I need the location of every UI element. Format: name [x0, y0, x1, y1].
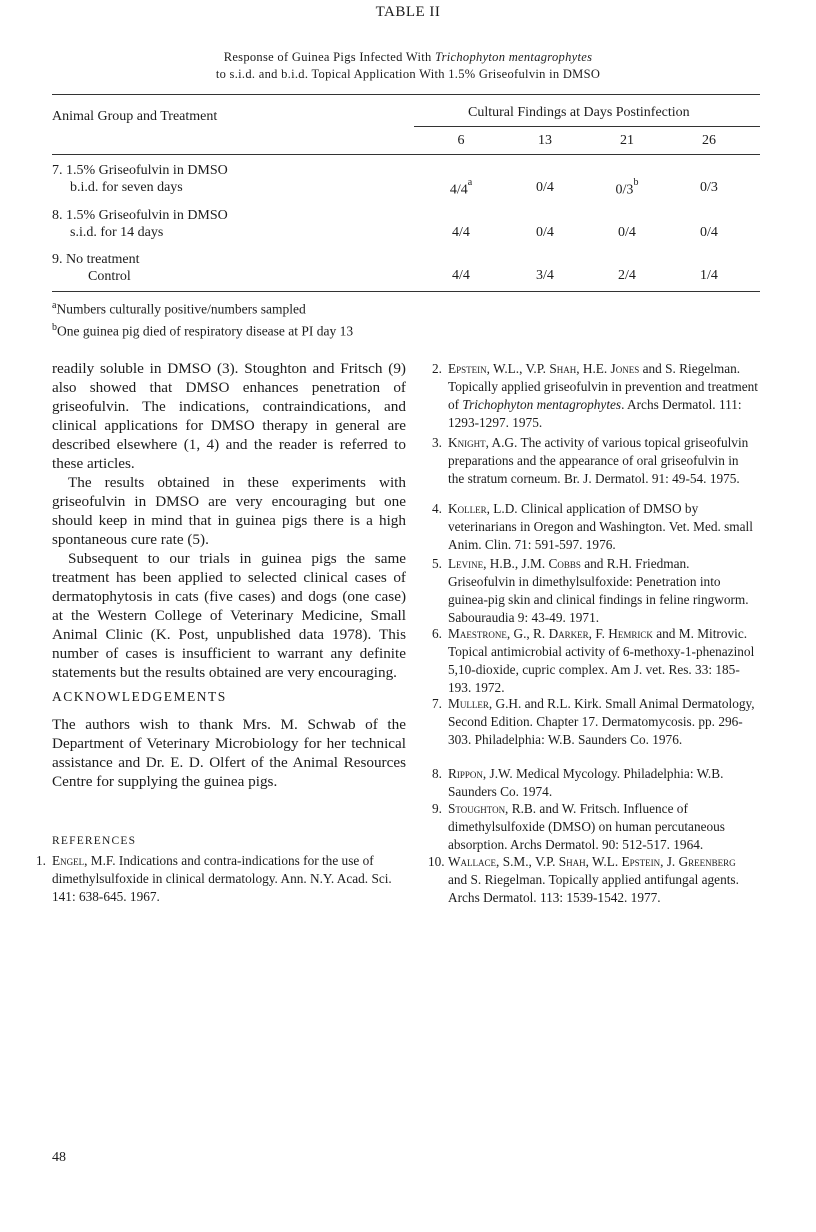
reference-number: 6. — [432, 626, 442, 641]
reference-text: and R.H. Friedman. Griseofulvin in dimethylsulfoxide: Penetration into guinea-pig skin and clinical findings in feline ringworm. Sabouraudia 9: 43-49. 1971. — [448, 556, 749, 625]
table-footnote — [52, 300, 306, 318]
reference-item — [428, 853, 758, 907]
reference-number: 8. — [432, 766, 442, 781]
reference-item — [432, 360, 758, 432]
reference-authors: Levine, H.B., J.M. Cobbs — [448, 556, 581, 571]
paragraph: Subsequent to our trials in guinea pigs the same treatment has been applied to selected clinical cases of dermatophytosis in cats (five cases) and dogs (one case) at the Western College of Veterinary Medicine, Small Animal Clinic (K. Post, unpublished data 1978). This number of cases is insufficient to warrant any definite statements but the results obtained are very encouraging. — [52, 550, 406, 681]
table-cell: 2/4 — [618, 268, 636, 283]
reference-number: 2. — [432, 361, 442, 376]
reference-number: 9. — [432, 801, 442, 816]
reference-text: and S. Riegelman. Topically applied antifungal agents. Archs Dermatol. 113: 1539-1542. 1977. — [448, 872, 739, 905]
table-caption-line2: to s.i.d. and b.i.d. Topical Application With 1.5% Griseofulvin in DMSO — [215, 67, 601, 81]
table-top-rule — [52, 94, 760, 95]
table-cell — [597, 177, 657, 199]
reference-authors: Engel, M.F. — [52, 853, 116, 868]
acknowledgements-heading: ACKNOWLEDGEMENTS — [52, 689, 227, 704]
reference-item — [432, 555, 758, 627]
page-number: 48 — [52, 1150, 66, 1165]
caption-organism: Trichophyton mentagrophytes — [435, 50, 593, 64]
reference-authors: Epstein, W.L., V.P. Shah, H.E. Jones — [448, 361, 640, 376]
reference-authors: Koller, L.D. — [448, 501, 518, 516]
cell-value: 0/3 — [615, 182, 634, 198]
caption-text: Response of Guinea Pigs Infected With — [223, 50, 436, 64]
reference-number: 4. — [432, 501, 442, 516]
reference-authors: Maestrone, G., R. Darker, F. Hemrick — [448, 626, 653, 641]
table-cell — [431, 177, 491, 199]
reference-authors: Rippon, J.W. — [448, 766, 513, 781]
table-cell: 0/4 — [700, 225, 718, 240]
paragraph: The results obtained in these experiments with griseofulvin in DMSO are very encouraging but one should keep in mind that in guinea pigs there is a high spontaneous cure rate (5). — [52, 474, 406, 548]
reference-number: 7. — [432, 696, 442, 711]
table-row-label: 9. No treatment — [52, 252, 140, 267]
table-bottom-rule — [52, 291, 760, 292]
reference-text: Indications and contra-indications for the use of dimethylsulfoxide in clinical dermatology. Ann. N.Y. Acad. Sci. 141: 638-645. 1967. — [52, 853, 392, 904]
reference-text: and M. Mitrovic. Topical antimicrobial activity of 6-methoxy-1-phenazinol 5,10-dioxide, cupric complex. Am J. vet. Res. 33: 185-193. 1972. — [448, 626, 755, 695]
table-caption-line1 — [0, 50, 816, 65]
reference-tail: . Archs Dermatol. 111: 1293-1297. 1975. — [448, 397, 742, 430]
footnote-text: Numbers culturally positive/numbers sampled — [56, 301, 306, 317]
footnote-mark: a — [52, 300, 57, 311]
reference-number: 10. — [428, 854, 445, 869]
reference-item — [432, 695, 758, 749]
reference-authors: Knight, A.G. — [448, 435, 518, 450]
acknowledgements-text: The authors wish to thank Mrs. M. Schwab of the Department of Veterinary Microbiology for her technical assistance and Dr. E. D. Olfert of the Animal Resources Centre for supplying the guinea pigs. — [52, 716, 406, 790]
reference-item — [432, 800, 758, 854]
reference-item — [432, 434, 758, 488]
table-row-sublabel: b.i.d. for seven days — [70, 180, 183, 195]
cell-value: 0/3 — [700, 180, 718, 195]
reference-text: and R.L. Kirk. Small Animal Dermatology, Second Edition. Chapter 17. Dermatomycosis. pp. 296-303. Philadelphia: W.B. Saunders Co. 1976. — [448, 696, 755, 747]
day-header: 6 — [457, 133, 465, 148]
table-cell: 4/4 — [452, 225, 470, 240]
reference-item — [36, 852, 406, 906]
reference-authors: Wallace, S.M., V.P. Shah, W.L. Epstein, J. Greenberg — [448, 854, 736, 869]
footnote-mark: a — [467, 177, 473, 188]
reference-number: 3. — [432, 435, 442, 450]
day-header: 21 — [620, 133, 634, 148]
reference-item — [432, 500, 758, 554]
table-cell: 1/4 — [700, 268, 718, 283]
header-animal-group: Animal Group and Treatment — [52, 109, 218, 124]
reference-text: and S. Riegelman. Topically applied griseofulvin in prevention and treatment of — [448, 361, 758, 412]
reference-authors: Stoughton, R.B. — [448, 801, 537, 816]
table-cell — [515, 180, 575, 196]
table-row-label: 8. 1.5% Griseofulvin in DMSO — [52, 208, 228, 223]
footnote-mark: b — [52, 322, 57, 333]
table-header-rule — [52, 154, 760, 155]
reference-organism: Trichophyton mentagrophytes — [462, 397, 622, 412]
table-cell: 4/4 — [452, 268, 470, 283]
table-cell: 3/4 — [536, 268, 554, 283]
paragraph: readily soluble in DMSO (3). Stoughton and Fritsch (9) also showed that DMSO enhances penetration of griseofulvin. The indications, contraindications, and clinical applications for DMSO therapy in general are described elsewhere (1, 4) and the reader is referred to these articles. — [52, 360, 406, 472]
header-cultural-findings: Cultural Findings at Days Postinfection — [468, 105, 690, 120]
reference-text: and W. Fritsch. Influence of dimethylsulfoxide (DMSO) on human percutaneous absorption. Archs Dermatol. 90: 512-517. 1964. — [448, 801, 725, 852]
reference-item — [432, 765, 758, 801]
reference-authors: Muller, G.H. — [448, 696, 522, 711]
footnote-mark: b — [633, 177, 639, 188]
reference-text: The activity of various topical griseofulvin preparations and the appearance of oral griseofulvin in the stratum corneum. Br. J. Dermatol. 91: 49-54. 1975. — [448, 435, 749, 486]
table-cell: 0/4 — [618, 225, 636, 240]
day-header: 26 — [702, 133, 716, 148]
reference-item — [432, 625, 758, 697]
reference-number: 1. — [36, 853, 46, 868]
table-label: TABLE II — [375, 4, 441, 20]
table-cell — [679, 180, 739, 196]
table-row-label: 7. 1.5% Griseofulvin in DMSO — [52, 163, 228, 178]
table-cell: 0/4 — [536, 225, 554, 240]
reference-number: 5. — [432, 556, 442, 571]
cell-value: 4/4 — [449, 182, 468, 198]
day-header: 13 — [538, 133, 552, 148]
cell-value: 0/4 — [536, 180, 554, 195]
reference-text: Clinical application of DMSO by veterinarians in Oregon and Washington. Vet. Med. small Anim. Clin. 71: 591-597. 1976. — [448, 501, 753, 552]
reference-text: Medical Mycology. Philadelphia: W.B. Saunders Co. 1974. — [448, 766, 724, 799]
body-left-column — [52, 359, 406, 682]
table-sub-rule — [414, 126, 760, 127]
footnote-text: One guinea pig died of respiratory disease at PI day 13 — [57, 323, 354, 339]
table-footnote — [52, 322, 353, 340]
table-row-sublabel: s.i.d. for 14 days — [70, 225, 164, 240]
references-heading: REFERENCES — [52, 835, 137, 847]
table-row-sublabel: Control — [88, 269, 131, 284]
